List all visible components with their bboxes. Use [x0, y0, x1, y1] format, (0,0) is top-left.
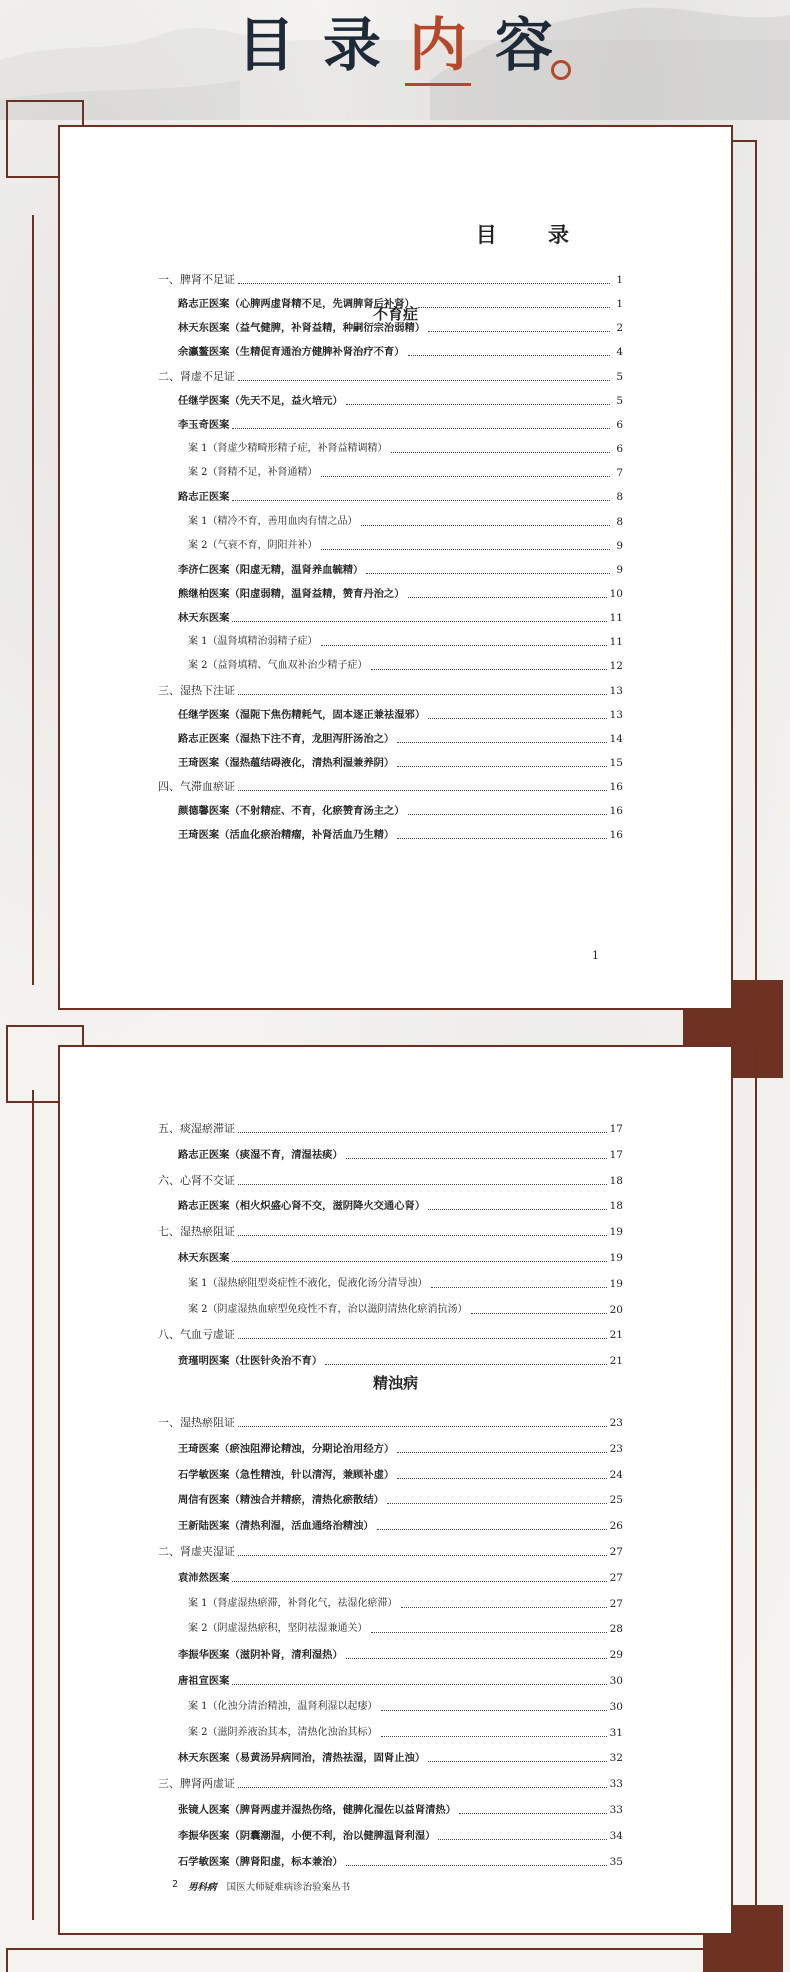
toc-entry-label: 三、脾肾两虚证 [158, 1777, 235, 1791]
toc-entry-label: 路志正医案（相火炽盛心肾不交，滋阴降火交通心肾） [178, 1200, 426, 1213]
toc-entry [178, 1751, 623, 1765]
toc-entry [188, 442, 623, 456]
toc-entry [178, 611, 623, 625]
toc-entry [178, 563, 623, 577]
leader-dots [238, 1131, 607, 1133]
toc-entry-page: 32 [609, 1752, 623, 1765]
leader-dots [321, 644, 607, 646]
toc-entry [178, 1855, 623, 1869]
toc-entry-page: 10 [609, 587, 623, 600]
toc-entry-page: 1 [616, 274, 623, 286]
leader-dots [238, 1786, 607, 1788]
toc-entry-label: 案 2（益肾填精、气血双补治少精子症） [188, 660, 368, 672]
leader-dots [397, 1451, 606, 1453]
toc-entry-page: 5 [616, 394, 623, 407]
leader-dots [238, 282, 610, 284]
header-char: 容 [495, 16, 553, 74]
toc-entry [188, 1303, 623, 1317]
toc-entry-label: 李振华医案（滋阴补肾，清利湿热） [178, 1649, 343, 1662]
toc-entry-label: 王琦医案（活血化瘀治精瘤，补肾活血乃生精） [178, 829, 395, 842]
toc-entry-page: 14 [609, 732, 623, 745]
toc-entry-label: 一、湿热瘀阻证 [158, 1416, 235, 1429]
toc-entry [158, 370, 623, 384]
toc-entry-label: 路志正医案（心脾两虚肾精不足，先调脾肾后补肾） [178, 298, 415, 311]
toc-entry [158, 780, 623, 794]
page-number: 1 [592, 949, 599, 962]
toc-entry-label: 案 1（温肾填精治弱精子症） [188, 636, 318, 648]
toc-entry-page: 9 [616, 563, 623, 576]
leader-dots [387, 1502, 607, 1504]
leader-dots [408, 596, 607, 598]
toc-entry-page: 7 [616, 467, 623, 480]
toc-entry [178, 490, 623, 504]
frame-line-right [755, 140, 757, 1010]
header-title [0, 0, 790, 90]
toc-entry-page: 13 [609, 684, 623, 697]
footer-series: 国医大师疑难病诊治验案丛书 [226, 1882, 351, 1893]
toc-entry-page: 20 [609, 1303, 623, 1316]
toc-entry-page: 6 [616, 418, 623, 431]
leader-dots [397, 741, 606, 743]
toc-entry-label: 案 2（气衰不育，阴阳并补） [188, 539, 318, 551]
toc-entry [158, 1416, 623, 1430]
toc-entry-page: 2 [616, 322, 623, 335]
footer-page-number: 2 [172, 1879, 179, 1890]
toc-entry-label: 案 1（湿热瘀阻型炎症性不液化，促液化汤分清导浊） [188, 1277, 428, 1289]
toc-entry-label: 路志正医案（痰湿不育，清湿祛痰） [178, 1148, 343, 1161]
toc-entry-label: 七、湿热瘀阻证 [158, 1225, 235, 1239]
toc-entry [158, 1777, 623, 1791]
toc-entry-label: 三、湿热下注证 [158, 683, 235, 697]
toc-entry [178, 1803, 623, 1817]
leader-dots [232, 499, 610, 501]
toc-entry [188, 1726, 623, 1740]
leader-dots [377, 1528, 607, 1530]
toc-entry-page: 16 [609, 829, 623, 842]
toc-entry-page: 9 [616, 539, 623, 552]
leader-dots [459, 1812, 607, 1814]
toc-entry [158, 1545, 623, 1559]
toc-entry-page: 34 [609, 1829, 623, 1842]
toc-entry-page: 17 [609, 1148, 623, 1161]
toc-entry-page: 17 [609, 1123, 623, 1135]
footer-brand: 男科病 [188, 1882, 217, 1893]
leader-dots [238, 1554, 607, 1556]
leader-dots [428, 330, 610, 332]
toc-entry-label: 袁沛然医案 [178, 1571, 230, 1584]
toc-entry [188, 635, 623, 649]
leader-dots [238, 1234, 607, 1236]
toc-entry [158, 273, 623, 287]
toc-entry-label: 路志正医案（湿热下注不育，龙胆泻肝汤治之） [178, 732, 395, 745]
toc-entry [178, 345, 623, 359]
leader-dots [391, 451, 610, 453]
leader-dots [397, 1477, 606, 1479]
leader-dots [232, 1683, 606, 1685]
toc-entry [188, 1277, 623, 1291]
toc-entry-label: 李玉奇医案 [178, 418, 230, 431]
toc-entry-label: 王琦医案（湿热蕴结碍液化，清热利湿兼养阴） [178, 757, 395, 769]
leader-dots [371, 668, 607, 670]
toc-entry [178, 1493, 623, 1507]
toc-entry-page: 25 [609, 1494, 623, 1507]
toc-entry-label: 二、肾虚不足证 [158, 369, 235, 383]
toc-entry [158, 684, 623, 698]
toc-entry-page: 35 [609, 1855, 623, 1868]
leader-dots [418, 306, 610, 308]
toc-entry-label: 案 1（精冷不育，善用血肉有情之品） [188, 515, 358, 527]
toc-entry-label: 二、肾虚夹湿证 [158, 1545, 235, 1558]
toc-entry-page: 21 [609, 1329, 623, 1342]
toc-entry-label: 余瀛鳌医案（生精促育通治方健脾补肾治疗不育） [178, 346, 405, 359]
toc-entry-label: 熊继柏医案（阳虚弱精，温肾益精，赞育丹治之） [178, 587, 405, 600]
toc-entry [178, 321, 623, 335]
leader-dots [232, 427, 610, 429]
toc-entry-page: 24 [609, 1468, 623, 1481]
page-heading: 目 录 [475, 222, 591, 247]
leader-dots [381, 1735, 607, 1737]
toc-entry [158, 1328, 623, 1342]
toc-entry [178, 756, 623, 770]
toc-entry [188, 466, 623, 480]
toc-entry-page: 27 [609, 1571, 623, 1584]
toc-entry [178, 587, 623, 601]
section-title: 精浊病 [372, 1374, 418, 1392]
leader-dots [431, 1286, 607, 1288]
toc-entry-page: 11 [609, 636, 623, 649]
toc-entry-page: 8 [616, 491, 623, 504]
header-char: 目 [236, 11, 295, 79]
toc-entry-label: 案 2（阴虚湿热瘀积，坚阴祛湿兼通关） [188, 1623, 368, 1635]
toc-entry-label: 林天东医案 [178, 612, 230, 625]
toc-entry-label: 李振华医案（阴囊潮湿，小便不利，治以健脾温肾利湿） [178, 1829, 436, 1842]
toc-entry [178, 1519, 623, 1533]
header-char-accent: 内 [409, 11, 468, 79]
toc-entry [178, 1148, 623, 1162]
leader-dots [346, 1864, 607, 1866]
toc-entry [188, 1622, 623, 1636]
toc-entry [178, 1442, 623, 1456]
toc-entry-page: 5 [616, 370, 623, 383]
toc-entry [178, 804, 623, 818]
toc-entry-page: 12 [609, 660, 623, 673]
toc-entry [178, 732, 623, 746]
toc-entry-page: 19 [609, 1277, 623, 1290]
toc-entry [158, 1174, 623, 1188]
toc-entry-label: 案 1（化浊分清治精浊，温肾利湿以起痿） [188, 1700, 378, 1712]
toc-entry-page: 13 [609, 708, 623, 721]
leader-dots [346, 1157, 607, 1159]
toc-entry-label: 唐祖宣医案 [178, 1675, 230, 1687]
toc-entry-page: 15 [609, 757, 623, 769]
leader-dots [346, 403, 610, 405]
toc-entry-label: 石学敏医案（脾肾阳虚，标本兼治） [178, 1855, 343, 1868]
toc-entry-page: 1 [616, 298, 623, 311]
toc-entry-label: 林天东医案 [178, 1252, 230, 1264]
frame-line [6, 100, 18, 102]
toc-entry [178, 1829, 623, 1843]
toc-entry [178, 1571, 623, 1585]
leader-dots [361, 524, 610, 526]
toc-entry-page: 4 [616, 346, 623, 359]
toc-entry-page: 27 [609, 1597, 623, 1610]
leader-dots [408, 813, 607, 815]
toc-entry-label: 案 1（肾虚少精畸形精子症，补肾益精调精） [188, 443, 388, 455]
toc-entry-label: 五、痰湿瘀滞证 [158, 1122, 235, 1135]
leader-dots [346, 1657, 607, 1659]
page-footer [172, 1879, 350, 1893]
toc-entry [178, 1468, 623, 1482]
toc-entry-label: 案 2（肾精不足，补肾通精） [188, 467, 318, 479]
toc-entry-label: 案 2（滋阴养液治其本，清热化浊治其标） [188, 1726, 378, 1738]
leader-dots [397, 765, 606, 767]
seal-circle-icon [551, 60, 571, 80]
toc-entry [188, 515, 623, 529]
toc-entry [188, 1597, 623, 1611]
toc-entry-page: 6 [616, 443, 623, 456]
leader-dots [238, 1425, 607, 1427]
leader-dots [438, 1838, 606, 1840]
frame-line-top [733, 140, 757, 142]
toc-entry-label: 贲瑾明医案（壮医针灸治不育） [178, 1355, 323, 1368]
toc-entry [178, 1674, 623, 1688]
leader-dots [381, 1709, 607, 1711]
toc-entry-label: 六、心肾不交证 [158, 1173, 235, 1187]
toc-entry-label: 四、气滞血瘀证 [158, 780, 235, 794]
toc-entry-label: 李济仁医案（阳虚无精，温肾养血毓精） [178, 563, 364, 576]
toc-entry-page: 23 [609, 1442, 623, 1455]
frame-line-right [755, 1045, 757, 1945]
toc-entry-label: 张镜人医案（脾肾两虚并湿热伤络，健脾化湿佐以益肾清热） [178, 1804, 457, 1816]
toc-entry [178, 1354, 623, 1368]
toc-entry [188, 539, 623, 553]
toc-entry-label: 石学敏医案（急性精浊，针以清泻，兼顾补虚） [178, 1468, 395, 1481]
toc-entry-page: 30 [609, 1700, 623, 1713]
toc-entry-page: 19 [609, 1226, 623, 1239]
leader-dots [238, 1183, 607, 1185]
toc-entry [178, 418, 623, 432]
leader-dots [428, 717, 607, 719]
toc-entry [158, 1122, 623, 1136]
toc-entry-label: 周信有医案（精浊合并精瘀，清热化瘀散结） [178, 1494, 384, 1507]
toc-entry-label: 任继学医案（先天不足，益火培元） [178, 394, 343, 407]
toc-entry [178, 1199, 623, 1213]
leader-dots [366, 572, 610, 574]
toc-entry [178, 1251, 623, 1265]
toc-entry-page: 19 [609, 1252, 623, 1264]
header-char: 录 [322, 11, 381, 79]
toc-entry-label: 案 1（肾虚湿热瘀滞，补肾化气，祛湿化瘀滞） [188, 1597, 398, 1609]
toc-entry [178, 828, 623, 842]
toc-entry-label: 案 2（阴虚湿热血瘀型免疫性不育，治以滋阴清热化瘀消抗汤） [188, 1303, 468, 1315]
leader-dots [238, 379, 610, 381]
toc-entry [188, 1700, 623, 1714]
toc-entry-label: 王琦医案（瘀浊阻滞论精浊，分期论治用经方） [178, 1442, 395, 1455]
leader-dots [371, 1631, 607, 1633]
toc-entry [178, 297, 623, 311]
toc-entry-label: 一、脾肾不足证 [158, 273, 235, 286]
frame-line-left [32, 1090, 34, 1920]
frame-line-bottom [6, 1948, 746, 1950]
leader-dots [408, 354, 610, 356]
toc-entry-page: 31 [609, 1726, 623, 1739]
toc-entry [178, 708, 623, 722]
leader-dots [232, 1260, 606, 1262]
toc-entry [178, 1648, 623, 1662]
toc-entry-label: 林天东医案（益气健脾，补肾益精，种嗣衍宗治弱精） [178, 322, 426, 335]
toc-entry-page: 26 [609, 1520, 623, 1533]
leader-dots [238, 1337, 607, 1339]
toc-entry [178, 394, 623, 408]
toc-entry-page: 29 [609, 1649, 623, 1662]
leader-dots [428, 1760, 607, 1762]
toc-entry-page: 16 [609, 781, 623, 794]
leader-dots [321, 548, 610, 550]
toc-entry [188, 659, 623, 673]
section-title: 不育症 [372, 305, 418, 323]
toc-entry-page: 33 [609, 1804, 623, 1816]
leader-dots [321, 475, 610, 477]
toc-page-1 [58, 125, 733, 1010]
leader-dots [325, 1363, 606, 1365]
toc-entry-page: 11 [609, 612, 623, 625]
toc-entry-label: 任继学医案（湿阨下焦伤精耗气，固本逐正兼祛湿邪） [178, 708, 426, 721]
leader-dots [401, 1606, 607, 1608]
leader-dots [232, 1580, 606, 1582]
toc-entry-label: 王新陆医案（清热利湿，活血通络治精浊） [178, 1520, 374, 1533]
toc-entry-page: 16 [609, 805, 623, 818]
frame-line [6, 1948, 8, 1972]
toc-entry-page: 28 [609, 1623, 623, 1636]
toc-entry-page: 21 [609, 1355, 623, 1368]
toc-entry-page: 18 [609, 1200, 623, 1213]
toc-entry-page: 30 [609, 1675, 623, 1687]
leader-dots [471, 1312, 607, 1314]
frame-line-left [32, 215, 34, 985]
leader-dots [428, 1208, 607, 1210]
toc-entry-page: 18 [609, 1174, 623, 1187]
toc-entry-label: 颜德馨医案（不射精症、不育，化瘀赞育汤主之） [178, 805, 405, 818]
toc-entry-page: 8 [616, 515, 623, 528]
leader-dots [232, 620, 606, 622]
leader-dots [397, 837, 606, 839]
leader-dots [238, 693, 607, 695]
toc-entry-page: 23 [609, 1417, 623, 1429]
toc-entry-label: 林天东医案（易黄汤异病同治，清热祛湿，固肾止浊） [178, 1752, 426, 1765]
toc-entry-page: 33 [609, 1778, 623, 1791]
toc-entry [158, 1225, 623, 1239]
toc-entry-label: 八、气血亏虚证 [158, 1328, 235, 1342]
toc-entry-label: 路志正医案 [178, 491, 230, 504]
leader-dots [238, 789, 607, 791]
toc-entry-page: 27 [609, 1546, 623, 1558]
toc-page-2 [58, 1045, 733, 1935]
